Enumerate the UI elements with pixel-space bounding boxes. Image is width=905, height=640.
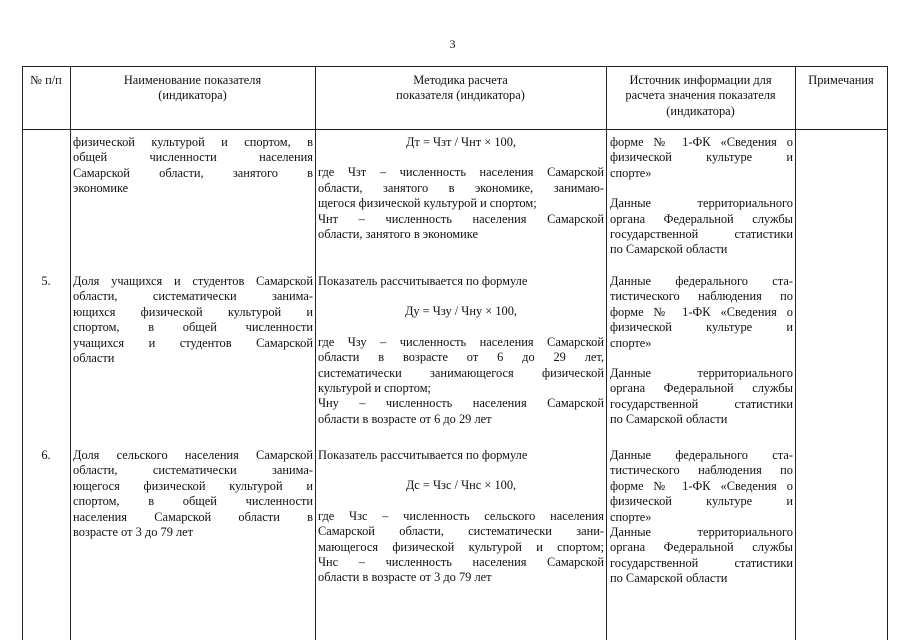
header-method: Методика расчета показателя (индикатора) xyxy=(396,73,525,103)
row-indicator-name: Доля учащихся и студентов Самарской области, систематически занима- ющихся физической культурой и спортом, в общей численности учащихся и студентов Самарской области xyxy=(73,274,313,366)
header-source: Источник информации для расчета значения показателя (индикатора) xyxy=(625,73,776,118)
column-divider xyxy=(795,66,796,640)
row-source: Данные федерального ста- тистического наблюдения по форме № 1-ФК «Сведения о физической культуре и спорте» Данные территориального органа Федеральной службы государственной статистики по Самарской области xyxy=(610,448,793,586)
row-method: Показатель рассчитывается по формуле Дс = Чзс / Чнс × 100, где Чзс – численность сельского населения Самарской области, систематически зани- мающегося физической культурой и спортом; Чнс – численность населения Самарской области в возрасте от 3 до 79 лет xyxy=(318,448,604,585)
header-indicator-name: Наименование показателя (индикатора) xyxy=(123,73,262,103)
row-indicator-name: Доля сельского населения Самарской области, систематически занима- ющегося физической культурой и спортом, в общей численности населения Самарской области в возрасте от 3 до 79 лет xyxy=(73,448,313,540)
header-notes: Примечания xyxy=(808,73,874,87)
page-number: 3 xyxy=(449,37,456,51)
header-number: № п/п xyxy=(30,73,62,87)
formula: Дс = Чзс / Чнс × 100, xyxy=(405,478,517,493)
row-method: Дт = Чзт / Чнт × 100, где Чзт – численность населения Самарской области, занятого в экономике, занимаю- щегося физической культурой и спортом; Чнт – численность населения Самарской области, занятого в экономике xyxy=(318,135,604,242)
table-border-left xyxy=(22,66,23,640)
row-number: 6. xyxy=(41,448,51,462)
row-number: 5. xyxy=(41,274,51,288)
row-indicator-name: физической культурой и спортом, в общей численности населения Самарской области, занятого в экономике xyxy=(73,135,313,196)
row-source: Данные федерального ста- тистического наблюдения по форме № 1-ФК «Сведения о физической культуре и спорте» Данные территориального органа Федеральной службы государственной статистики по Самарской области xyxy=(610,274,793,427)
row-method: Показатель рассчитывается по формуле Ду = Чзу / Чну × 100, где Чзу – численность населения Самарской области в возрасте от 6 до 29 лет, систематически занимающегося физической культурой и спортом; Чну – численность населения Самарской области в возрасте от 6 до 29 лет xyxy=(318,274,604,426)
row-source: форме № 1-ФК «Сведения о физической культуре и спорте» Данные территориального органа Федеральной службы государственной статистики по Самарской области xyxy=(610,135,793,257)
formula: Ду = Чзу / Чну × 100, xyxy=(404,304,518,319)
formula: Дт = Чзт / Чнт × 100, xyxy=(405,135,516,149)
column-divider xyxy=(70,66,71,640)
table-border-right xyxy=(887,66,888,640)
column-divider xyxy=(315,66,316,640)
column-divider xyxy=(606,66,607,640)
